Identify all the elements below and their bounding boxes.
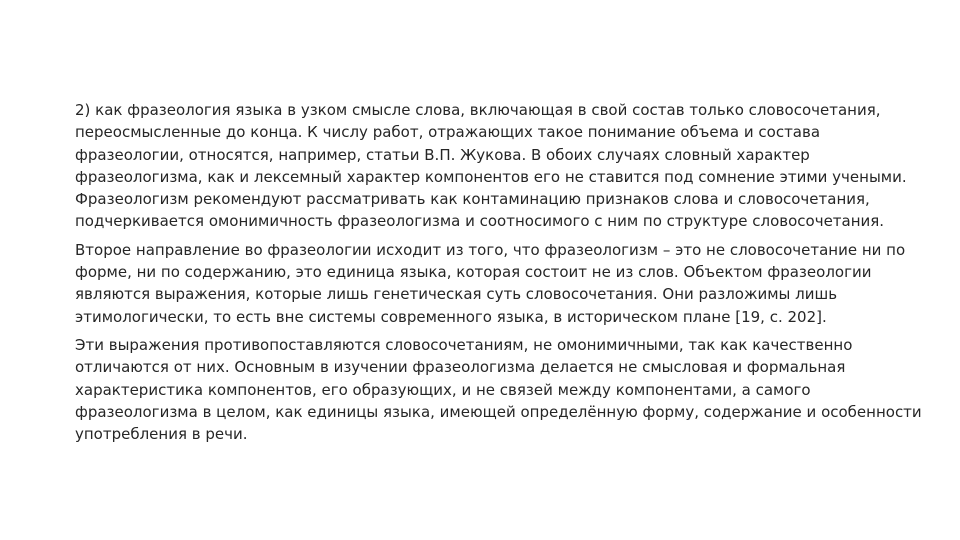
text-line: 2) как фразеология языка в узком смысле слова, включающая в свой состав только словосочетания, [75, 101, 881, 119]
paragraph-3 [75, 334, 922, 445]
text-line: фразеологизма, как и лексемный характер компонентов его не ставится под сомнение этими учеными. [75, 167, 907, 186]
text-line: являются выражения, которые лишь генетическая суть словосочетания. Они разложимы лишь [75, 285, 838, 304]
text-line: отличаются от них. Основным в изучении фразеологизма делается не смысловая и формальная [75, 358, 846, 377]
text-line: фразеологии, относятся, например, статьи В.П. Жукова. В обоих случаях словный характер [75, 145, 810, 164]
text-line: переосмысленные до конца. К числу работ, отражающих такое понимание объема и состава [75, 123, 821, 142]
paragraph-2 [75, 239, 906, 328]
text-line: характеристика компонентов, его образующих, и не связей между компонентами, а самого [75, 380, 811, 399]
text-line: Фразеологизм рекомендуют рассматривать как контаминацию признаков слова и словосочетания, [75, 190, 870, 209]
text-block [75, 99, 922, 451]
paragraph-1 [75, 99, 907, 233]
text-line: употребления в речи. [75, 425, 248, 444]
text-line: этимологически, то есть вне системы современного языка, в историческом плане [19, с. 202]. [75, 307, 827, 326]
text-line: Эти выражения противопоставляются словосочетаниям, не омонимичными, так как качественно [75, 335, 853, 354]
text-line: фразеологизма в целом, как единицы языка, имеющей определённую форму, содержание и особенности [75, 402, 922, 421]
text-line: форме, ни по содержанию, это единица языка, которая состоит не из слов. Объектом фразеологии [75, 263, 872, 282]
text-line: Второе направление во фразеологии исходит из того, что фразеологизм – это не словосочетание ни по [75, 240, 906, 259]
text-line: подчеркивается омонимичность фразеологизма и соотносимого с ним по структуре словосочетания. [75, 212, 885, 231]
